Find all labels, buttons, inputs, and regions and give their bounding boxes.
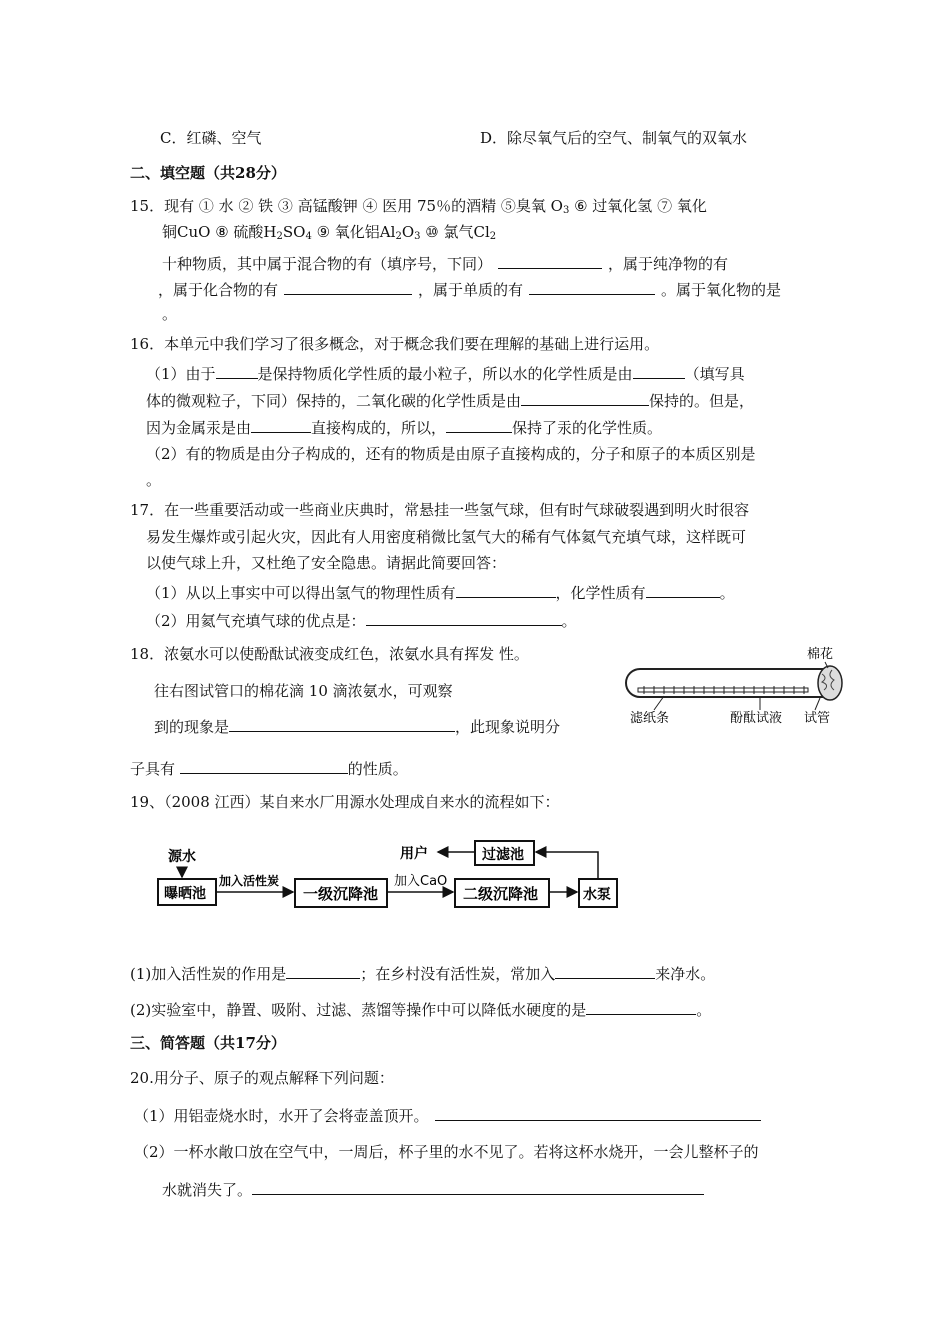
q20-line3: （2）一杯水敞口放在空气中，一周后，杯子里的水不见了。若将这杯水烧开，一会儿整杯子的: [134, 1143, 759, 1161]
blank-17-2[interactable]: [646, 581, 720, 598]
label-user: 用户: [400, 846, 428, 862]
blank-16-5[interactable]: [446, 416, 512, 433]
q17-line2: 易发生爆炸或引起火灾，因此有人用密度稍微比氢气大的稀有气体氦气充填气球，这样既可: [146, 528, 747, 546]
svg-text:曝晒池: 曝晒池: [164, 886, 206, 902]
q18-line1: 18．浓氨水可以使酚酞试液变成红色，浓氨水具有挥发 性。: [130, 645, 529, 663]
q19-line1: 19、（2008 江西）某自来水厂用源水处理成自来水的流程如下：: [130, 793, 560, 811]
q17-line1: 17．在一些重要活动或一些商业庆典时，常悬挂一些氢气球，但有时气球破裂遇到明火时很容: [130, 501, 750, 519]
test-tube-figure: [610, 640, 860, 740]
label-phenolphthalein: 酚酞试液: [730, 711, 783, 726]
blank-16-2[interactable]: [633, 362, 685, 379]
blank-20-2[interactable]: [252, 1178, 704, 1195]
blank-mixture[interactable]: [498, 252, 602, 269]
q15-line5: 。: [162, 305, 178, 323]
svg-text:过滤池: 过滤池: [482, 847, 524, 863]
q16-line1: 16．本单元中我们学习了很多概念，对于概念我们要在理解的基础上进行运用。: [130, 335, 660, 353]
blank-16-4[interactable]: [251, 416, 311, 433]
option-c: C．红磷、空气: [160, 129, 262, 147]
water-treatment-flowchart: [150, 835, 630, 920]
cotton-ball: [818, 666, 842, 700]
label-cotton: 棉花: [807, 647, 834, 662]
label-test-tube: 试管: [804, 711, 831, 726]
q18-line3: 到的现象是 ，此现象说明分: [154, 715, 560, 737]
blank-18-1[interactable]: [229, 715, 455, 732]
blank-16-3[interactable]: [521, 389, 649, 406]
q15-line1: 15．现有 ① 水 ② 铁 ③ 高锰酸钾 ④ 医用 75％的酒精 ⑤臭氧 $O_3$ ⑥ 过氧化氢 ⑦ 氧化: [130, 197, 707, 216]
q20-line2: （1）用铝壶烧水时，水开了会将壶盖顶开。: [134, 1104, 761, 1126]
q15-line3: 十种物质，其中属于混合物的有（填序号，下同） ，属于纯净物的有: [162, 252, 728, 274]
q16-line4: 因为金属汞是由 直接构成的，所以， 保持了汞的化学性质。: [146, 416, 662, 438]
test-tube-outline: [626, 669, 825, 697]
q15-line4: ，属于化合物的有 ，属于单质的有 。属于氧化物的是: [158, 278, 781, 300]
q16-line5: （2）有的物质是由分子构成的，还有的物质是由原子直接构成的，分子和原子的本质区别是: [146, 445, 756, 463]
q17-line4: （1）从以上事实中可以得出氢气的物理性质有 ，化学性质有 。: [146, 581, 735, 603]
q16-line6: 。: [146, 471, 162, 489]
blank-19-2[interactable]: [555, 962, 655, 979]
q17-line5: （2）用氦气充填气球的优点是： 。: [146, 609, 577, 631]
q20-line1: 20.用分子、原子的观点解释下列问题：: [130, 1069, 394, 1087]
q15-line2: 铜CuO ⑧ 硫酸$H_2SO_4$ ⑨ 氧化铝$Al_2O_3$ ⑩ 氯气$Cl_2$: [162, 223, 497, 242]
section-heading-fill-in: 二、填空题（共28分）: [130, 164, 286, 182]
q16-line2: （1）由于 是保持物质化学性质的最小粒子，所以水的化学性质是由 （填写具: [146, 362, 745, 384]
svg-text:二级沉降池: 二级沉降池: [463, 885, 539, 903]
blank-17-1[interactable]: [456, 581, 556, 598]
q18-line2: 往右图试管口的棉花滴 10 滴浓氨水，可观察: [154, 682, 453, 700]
q16-line3: 体的微观粒子，下同）保持的，二氧化碳的化学性质是由 保持的。但是，: [146, 389, 754, 411]
o3-subscript: 3: [562, 205, 570, 216]
q18-line4: 子具有 的性质。: [130, 757, 408, 779]
q19-answer2: (2)实验室中，静置、吸附、过滤、蒸馏等操作中可以降低水硬度的是 。: [130, 998, 711, 1020]
section-heading-short-answer: 三、简答题（共17分）: [130, 1034, 286, 1052]
blank-element[interactable]: [529, 278, 655, 295]
blank-16-1[interactable]: [216, 362, 258, 379]
label-source-water: 源水: [168, 849, 196, 865]
option-d: D．除尽氧气后的空气、制氧气的双氧水: [480, 129, 748, 147]
label-filter-strip: 滤纸条: [630, 711, 670, 726]
blank-17-3[interactable]: [366, 609, 562, 626]
blank-20-1[interactable]: [435, 1104, 761, 1121]
svg-text:水泵: 水泵: [583, 887, 611, 903]
blank-19-1[interactable]: [286, 962, 360, 979]
label-add-carbon: 加入活性炭: [219, 874, 280, 888]
blank-19-3[interactable]: [586, 998, 696, 1015]
q17-line3: 以使气球上升，又杜绝了安全隐患。请据此简要回答：: [146, 554, 507, 572]
svg-text:一级沉降池: 一级沉降池: [303, 885, 379, 903]
blank-18-2[interactable]: [180, 757, 348, 774]
blank-compound[interactable]: [284, 278, 412, 295]
label-add-cao: 加入CaO: [394, 874, 448, 889]
q20-line4: 水就消失了。: [162, 1178, 704, 1200]
q19-answer1: (1)加入活性炭的作用是 ；在乡村没有活性炭，常加入 来净水。: [130, 962, 715, 984]
